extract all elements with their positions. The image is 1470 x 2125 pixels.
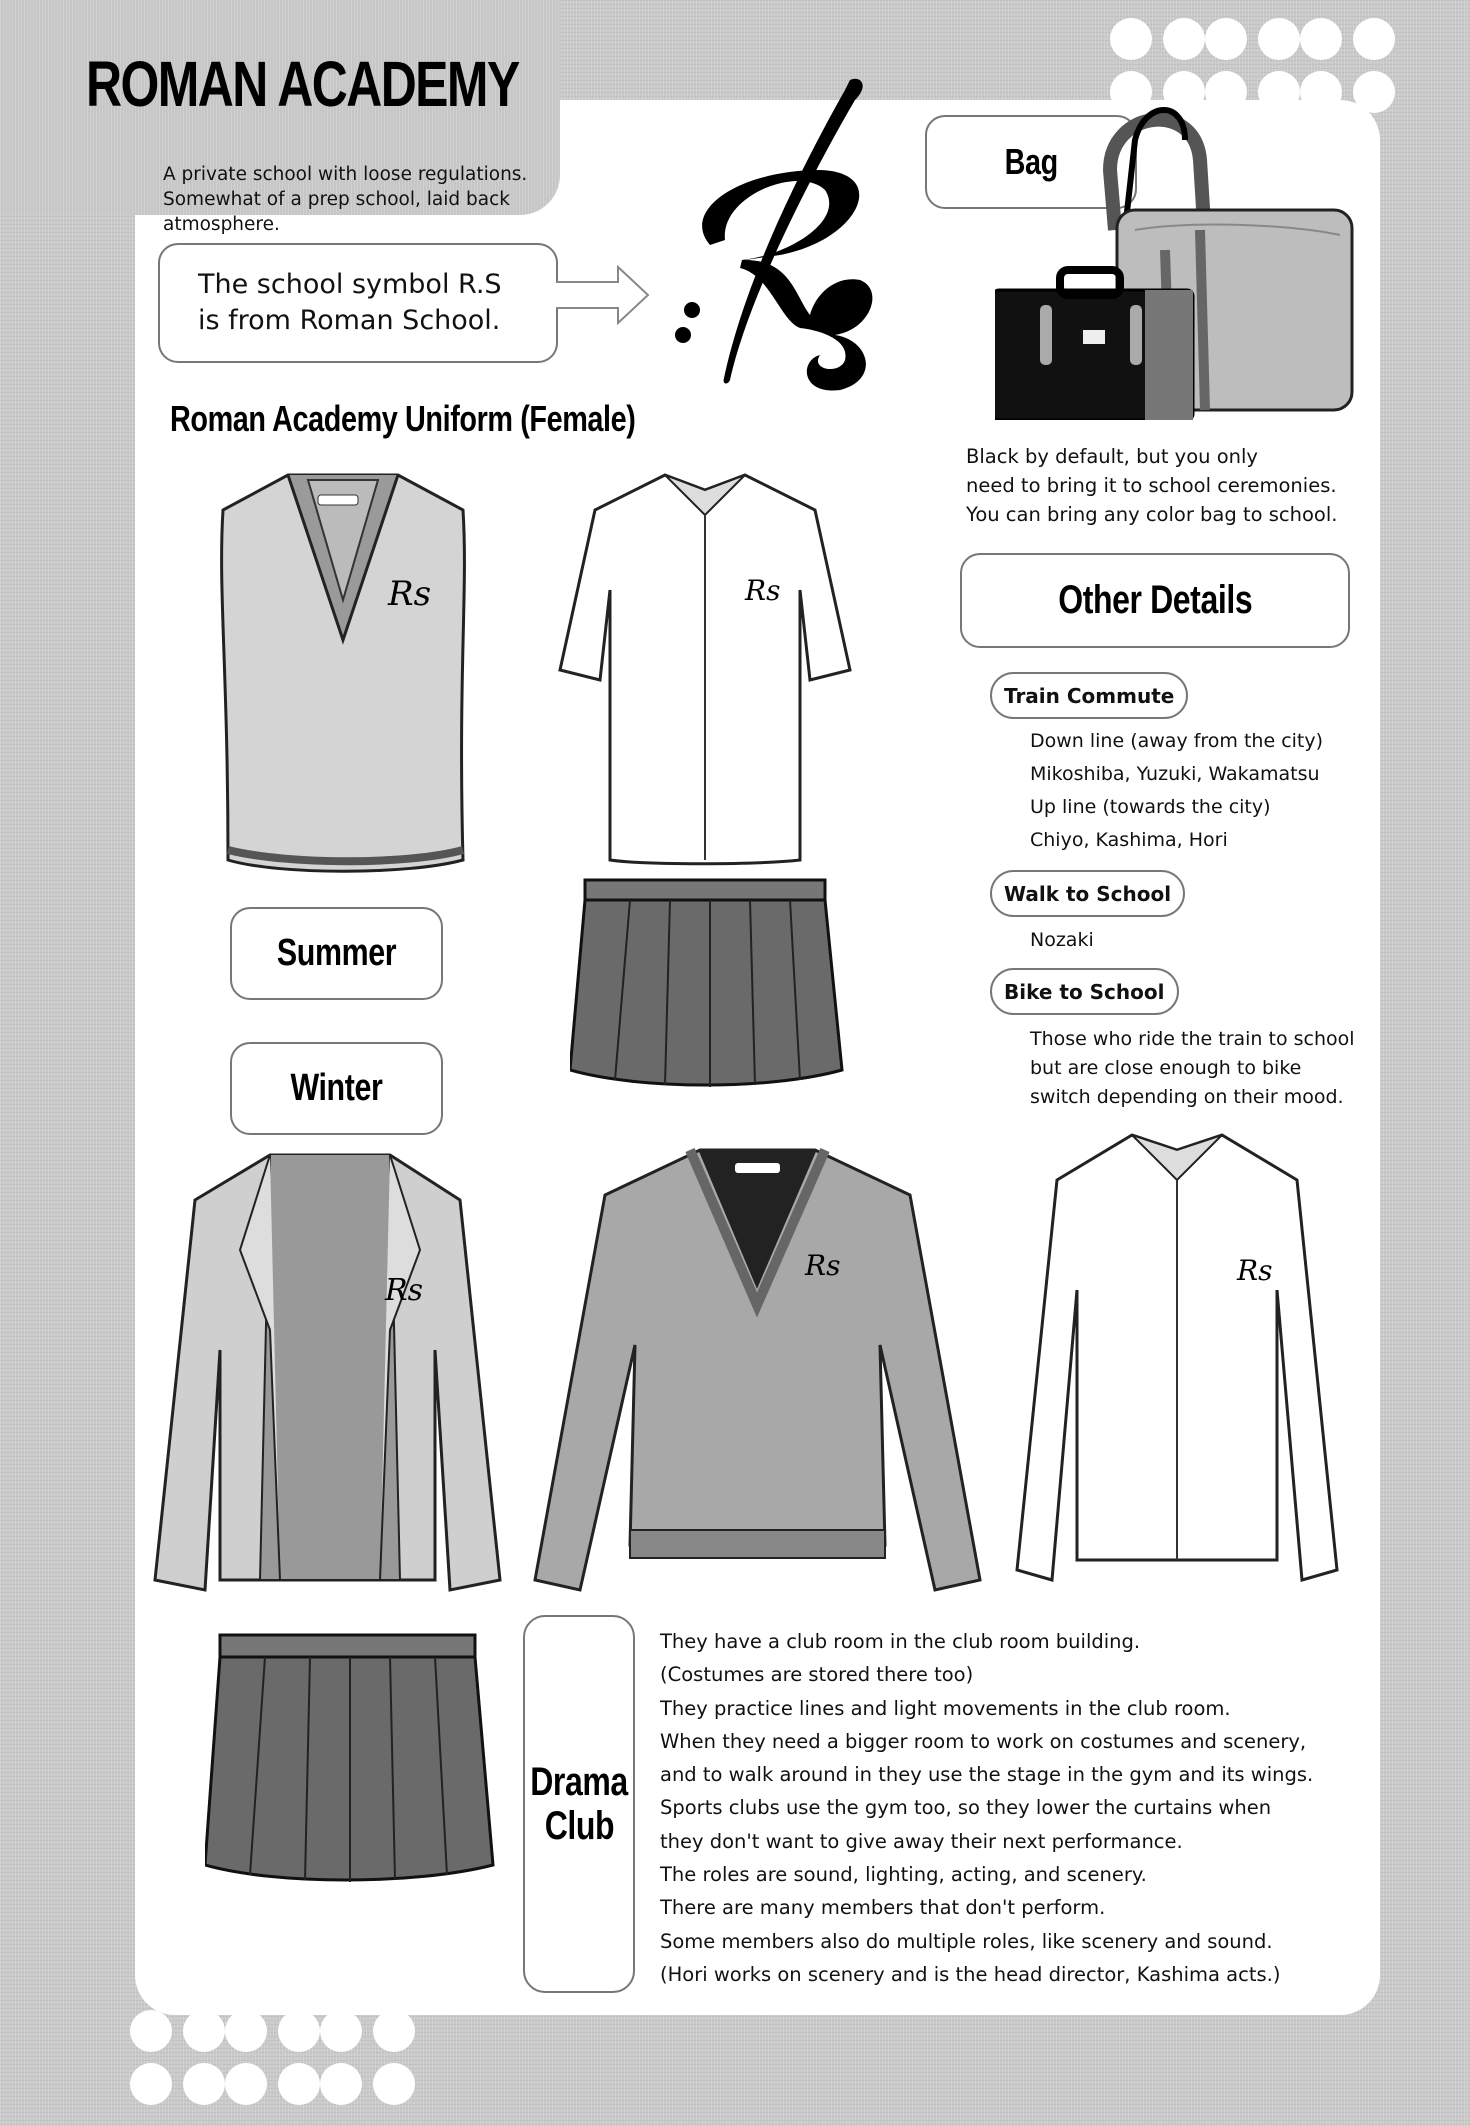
bag-caption: Black by default, but you only need to bring it to school ceremonies. You can bring any color bag to school. xyxy=(966,445,1338,526)
svg-text:Rs: Rs xyxy=(745,574,781,607)
other-details-box xyxy=(960,553,1350,648)
drama-club-label-line2: Club xyxy=(544,1804,614,1848)
flower-decoration-bottom xyxy=(130,2010,415,2105)
school-symbol-logo xyxy=(650,60,890,400)
winter-skirt-illustration xyxy=(205,1630,495,1900)
svg-text:Rs: Rs xyxy=(388,574,432,614)
blazer-illustration xyxy=(150,1150,505,1600)
summer-label-box xyxy=(230,907,443,1000)
bike-to-school-details: Those who ride the train to school but are close enough to bike switch depending on their mood. xyxy=(1030,1028,1355,1108)
flower-icon xyxy=(225,2010,320,2105)
flower-decoration-top xyxy=(1110,18,1395,113)
school-description: A private school with loose regulations. Somewhat of a prep school, laid back atmosphere. xyxy=(163,164,528,235)
summer-label: Summer xyxy=(276,932,397,974)
arrow-right-icon xyxy=(556,265,651,325)
flower-icon xyxy=(130,2010,225,2105)
flower-icon xyxy=(1110,18,1205,113)
bike-to-school-label: Bike to School xyxy=(990,968,1179,1015)
svg-text:Rs: Rs xyxy=(1237,1254,1273,1287)
svg-text:Rs: Rs xyxy=(805,1249,841,1282)
school-bags-illustration xyxy=(995,100,1365,420)
short-sleeve-shirt-illustration xyxy=(555,470,855,870)
symbol-callout-box xyxy=(158,243,558,363)
train-commute-label: Train Commute xyxy=(990,672,1188,719)
drama-club-label-line1: Drama xyxy=(530,1760,628,1804)
other-details-heading: Other Details xyxy=(1058,578,1252,622)
uniform-heading: Roman Academy Uniform (Female) xyxy=(170,398,636,439)
bag-label: Bag xyxy=(1004,141,1058,182)
flower-icon xyxy=(1205,18,1300,113)
walk-to-school-label: Walk to School xyxy=(990,870,1185,917)
svg-text:Rs: Rs xyxy=(385,1273,423,1308)
page-title: ROMAN ACADEMY xyxy=(86,48,519,120)
summer-skirt-illustration xyxy=(570,875,845,1115)
symbol-callout-text: The school symbol R.S is from Roman School. xyxy=(198,269,502,336)
flower-icon xyxy=(1300,18,1395,113)
walk-to-school-details: Nozaki xyxy=(1030,929,1094,951)
flower-icon xyxy=(320,2010,415,2105)
winter-label: Winter xyxy=(290,1067,383,1109)
v-neck-sweater-illustration xyxy=(530,1145,985,1595)
train-commute-details: Down line (away from the city) Mikoshiba, Yuzuki, Wakamatsu Up line (towards the city) Chiyo, Kashima, Hori xyxy=(1030,730,1324,851)
drama-club-label-box xyxy=(523,1615,635,1993)
sweater-vest-illustration xyxy=(208,470,478,880)
winter-label-box xyxy=(230,1042,443,1135)
long-sleeve-shirt-illustration xyxy=(1012,1130,1342,1600)
drama-club-details: They have a club room in the club room building. (Costumes are stored there too) They practice lines and light movements in the club room. When they need a bigger room to work on costumes and scenery, and to walk around in they use the stage in the gym and its wings. Sports clubs use the gym too, so they lower the curtains when they don't want to give away their next performance. The roles are sound, lighting, acting, and scenery. There are many members that don't perform. Some members also do multiple roles, like scenery and sound. (Hori works on scenery and is the head director, Kashima acts.) xyxy=(660,1630,1314,1986)
